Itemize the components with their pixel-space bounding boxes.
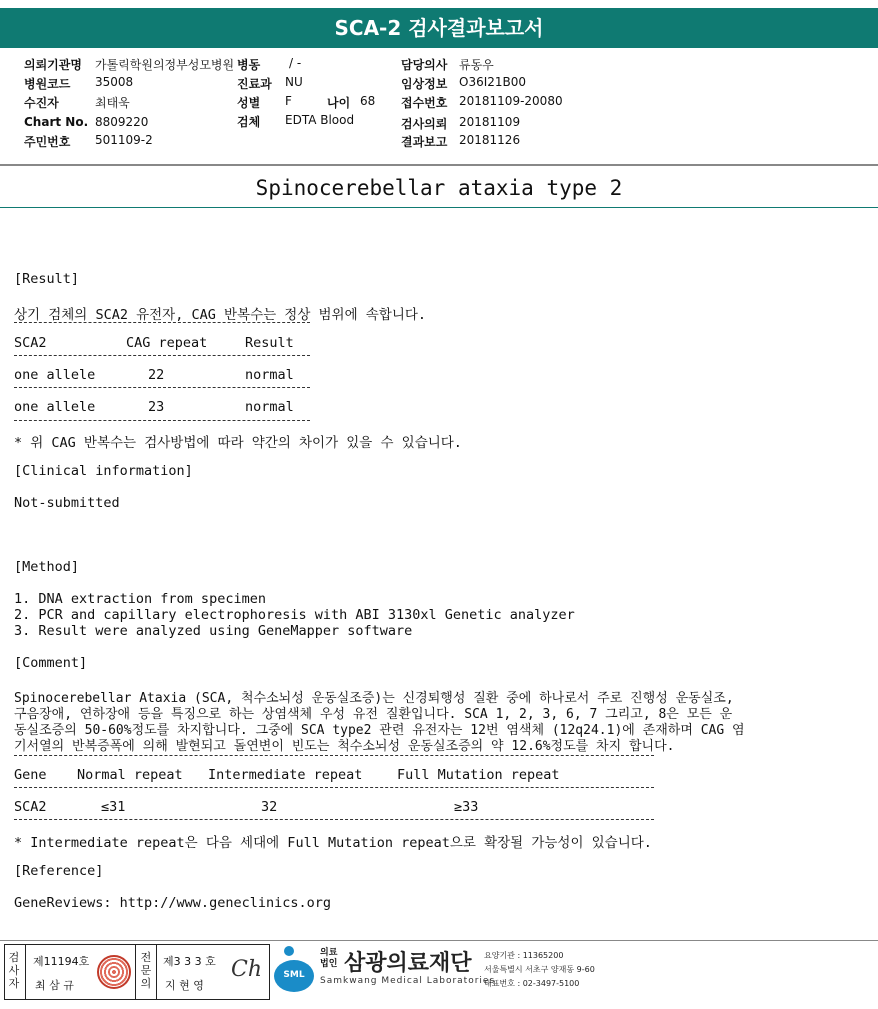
org-phone: 대표번호 : 02-3497-5100 — [484, 979, 580, 988]
result-note: * 위 CAG 반복수는 검사방법에 따라 약간의 차이가 있을 수 있습니다. — [14, 435, 462, 451]
sig-divider — [156, 945, 157, 999]
org-prefix: 의료법인 — [320, 948, 338, 969]
comment-table-header-full: Full Mutation repeat — [397, 767, 560, 783]
method-heading: [Method] — [14, 559, 80, 575]
logo-dot — [284, 946, 294, 956]
sig-divider — [25, 945, 26, 999]
label-chart-no: Chart No. — [24, 115, 89, 129]
comment-table-header-intermediate: Intermediate repeat — [208, 767, 363, 783]
specialist-signature: Ch — [231, 957, 263, 982]
inspector-name: 최 삼 규 — [35, 979, 74, 992]
clinical-heading: [Clinical information] — [14, 463, 193, 479]
result-table-rule — [14, 420, 310, 421]
label-report-date: 결과보고 — [401, 135, 448, 149]
patient-info — [0, 54, 878, 164]
comment-table-header-gene: Gene — [14, 767, 47, 783]
comment-line-3: 동실조증의 50-60%정도를 차지합니다. 그중에 SCA type2 관련 유전자는 12번 염색체 (12q24.1)에 존재하며 CAG 염 — [14, 723, 745, 738]
label-resident-no: 주민번호 — [24, 135, 71, 149]
method-item-2: 2. PCR and capillary electrophoresis with ABI 3130xl Genetic analyzer — [14, 607, 575, 623]
result-row-1-result: normal — [245, 367, 294, 383]
comment-row-gene: SCA2 — [14, 799, 47, 815]
comment-table-header-normal: Normal repeat — [77, 767, 183, 783]
specialist-label: 전문의 — [140, 951, 152, 990]
label-physician: 담당의사 — [401, 58, 448, 72]
report-title: Spinocerebellar ataxia type 2 — [255, 176, 623, 200]
signature-box — [4, 944, 270, 1000]
value-report-date: 20181126 — [459, 133, 521, 147]
value-clinical-info: O36I21B00 — [459, 75, 527, 89]
org-english-name: Samkwang Medical Laboratories — [320, 976, 496, 986]
result-heading: [Result] — [14, 271, 80, 287]
footer-divider — [0, 940, 878, 941]
result-row-2-allele: one allele — [14, 399, 96, 415]
inspector-seal — [97, 955, 131, 989]
inspector-license-no: 제11194호 — [33, 955, 90, 968]
label-specimen: 검체 — [237, 115, 261, 129]
header-divider — [0, 164, 878, 166]
value-ward: / - — [289, 56, 302, 70]
value-request-date: 20181109 — [459, 115, 521, 129]
org-address: 서울특별시 서초구 양재동 9-60 — [484, 965, 595, 974]
label-hospital-code: 병원코드 — [24, 77, 71, 91]
result-row-1-repeat: 22 — [148, 367, 165, 383]
specialist-name: 지 현 영 — [165, 979, 204, 992]
sig-divider — [135, 945, 136, 999]
comment-row-intermediate: 32 — [261, 799, 278, 815]
comment-line-2: 구음장애, 연하장애 등을 특징으로 하는 상염색체 우성 유전 질환입니다. SCA 1, 2, 3, 6, 7 그리고, 8은 모든 운 — [14, 707, 733, 722]
value-receipt-no: 20181109-20080 — [459, 94, 563, 108]
result-row-1-allele: one allele — [14, 367, 96, 383]
result-table-header-gene: SCA2 — [14, 335, 47, 351]
comment-table-rule — [14, 755, 654, 756]
comment-note: * Intermediate repeat은 다음 세대에 Full Mutation repeat으로 확장될 가능성이 있습니다. — [14, 835, 652, 851]
label-request-date: 검사의뢰 — [401, 117, 448, 131]
label-sex: 성별 — [237, 96, 261, 110]
clinical-text: Not-submitted — [14, 495, 120, 511]
value-specimen: EDTA Blood — [285, 113, 355, 127]
top-border — [0, 0, 878, 7]
label-receipt-no: 접수번호 — [401, 96, 448, 110]
method-item-1: 1. DNA extraction from specimen — [14, 591, 266, 607]
report-header — [0, 8, 878, 48]
comment-line-1: Spinocerebellar Ataxia (SCA, 척수소뇌성 운동실조증)는 신경퇴행성 질환 중에 하나로서 주로 진행성 운동실조, — [14, 691, 734, 706]
label-requesting-institution: 의뢰기관명 — [24, 58, 82, 72]
value-chart-no: 8809220 — [95, 115, 149, 129]
result-table-rule — [14, 387, 310, 388]
comment-row-full: ≥33 — [454, 799, 479, 815]
comment-table-rule — [14, 819, 654, 820]
reference-text: GeneReviews: http://www.geneclinics.org — [14, 895, 331, 911]
result-table-header-cag: CAG repeat — [126, 335, 208, 351]
title-divider — [0, 207, 878, 208]
result-table-header-result: Result — [245, 335, 294, 351]
logo-text: SML — [283, 970, 305, 980]
result-table-rule — [14, 355, 310, 356]
value-department: NU — [285, 75, 303, 89]
comment-row-normal: ≤31 — [101, 799, 126, 815]
label-age: 나이 — [327, 96, 351, 110]
label-department: 진료과 — [237, 77, 272, 91]
method-item-3: 3. Result were analyzed using GeneMapper software — [14, 623, 413, 639]
value-physician: 류동우 — [459, 58, 494, 72]
reference-heading: [Reference] — [14, 863, 104, 879]
label-patient: 수진자 — [24, 96, 59, 110]
result-row-2-result: normal — [245, 399, 294, 415]
org-name: 삼광의료재단 — [344, 951, 472, 976]
value-hospital-code: 35008 — [95, 75, 134, 89]
report-header-title: SCA-2 검사결과보고서 — [334, 16, 544, 40]
comment-table-rule — [14, 787, 654, 788]
org-code: 요양기관 : 11365200 — [484, 951, 564, 960]
specialist-license-no: 제3 3 3 호 — [163, 955, 216, 968]
value-sex: F — [285, 94, 292, 108]
value-age: 68 — [360, 94, 376, 108]
comment-line-4: 기서열의 반복증폭에 의해 발현되고 돌연변이 빈도는 척수소뇌성 운동실조증의 약 12.6%정도를 차지 합니다. — [14, 739, 675, 754]
sml-logo — [272, 946, 316, 994]
result-text: 상기 검체의 SCA2 유전자, CAG 반복수는 정상 범위에 속합니다. — [14, 307, 427, 323]
result-row-2-repeat: 23 — [148, 399, 165, 415]
result-table-rule — [14, 322, 310, 323]
label-clinical-info: 임상정보 — [401, 77, 448, 91]
value-requesting-institution: 가톨릭학원의정부성모병원 — [95, 58, 235, 72]
label-ward: 병동 — [237, 58, 261, 72]
inspector-label: 검사자 — [8, 951, 20, 990]
value-resident-no: 501109-2 — [95, 133, 153, 147]
value-patient: 최태욱 — [95, 96, 130, 110]
comment-heading: [Comment] — [14, 655, 88, 671]
